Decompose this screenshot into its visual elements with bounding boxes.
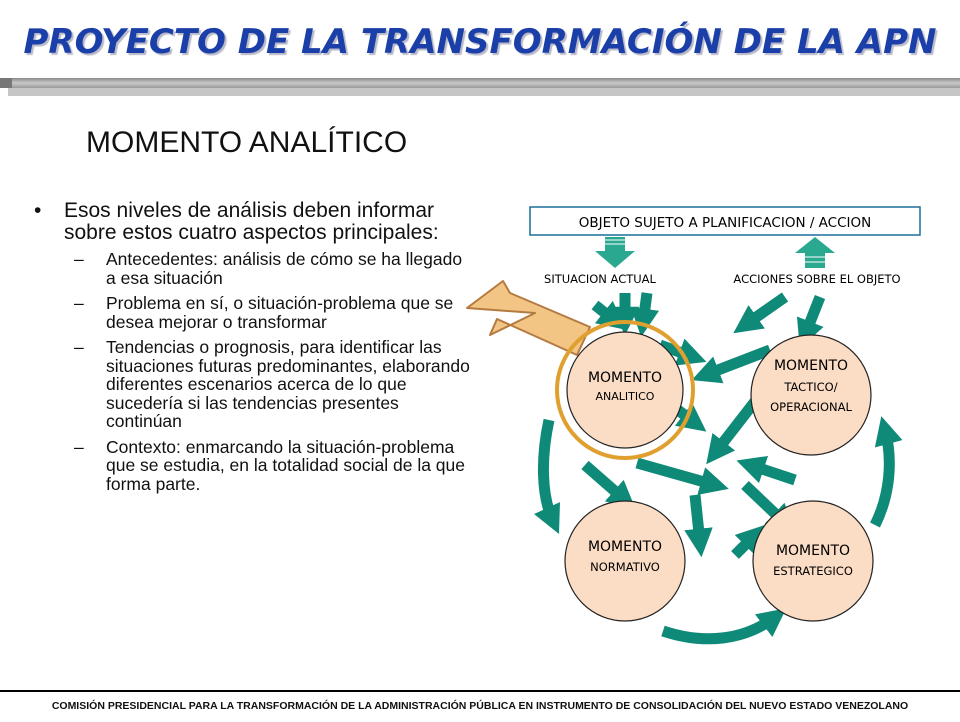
dash-marker: – — [74, 249, 84, 269]
down-arrow-icon — [595, 237, 635, 268]
text-content — [30, 200, 470, 500]
svg-text:MOMENTO: MOMENTO — [775, 543, 851, 559]
acciones-label: ACCIONES SOBRE EL OBJETO — [733, 272, 901, 286]
svg-text:MOMENTO: MOMENTO — [587, 539, 663, 555]
dash-marker: – — [74, 293, 84, 313]
list-item: – Contexto: enmarcando la situación-problema que se estudia, en la totalidad social de la que forma parte. — [74, 436, 466, 494]
sub-list — [30, 250, 470, 493]
situacion-actual-label: SITUACION ACTUAL — [544, 272, 656, 286]
section-heading: MOMENTO ANALÍTICO — [86, 126, 408, 159]
callout-arrow-icon — [467, 281, 590, 355]
svg-text:ESTRATEGICO: ESTRATEGICO — [773, 564, 853, 578]
footer: COMISIÓN PRESIDENCIAL PARA LA TRANSFORMACIÓN DE LA ADMINISTRACIÓN PÚBLICA EN INSTRUMENTO DE CONSOLIDACIÓN DEL NUEVO ESTADO VENEZOLANO — [0, 690, 960, 722]
svg-text:OPERACIONAL: OPERACIONAL — [770, 400, 852, 414]
main-bullet — [30, 200, 470, 244]
svg-text:NORMATIVO: NORMATIVO — [590, 560, 660, 574]
momento-estrategico-node — [753, 501, 873, 621]
up-arrow-icon — [795, 237, 835, 268]
object-box-label: OBJETO SUJETO A PLANIFICACION / ACCION — [578, 215, 872, 231]
slide-title: PROYECTO DE LA TRANSFORMACIÓN DE LA APN — [23, 22, 937, 62]
main-bullet-text: Esos niveles de análisis deben informar sobre estos cuatro aspectos principales: — [64, 199, 439, 244]
header-rule — [0, 74, 960, 100]
dash-marker: – — [74, 337, 84, 357]
svg-text:ANALITICO: ANALITICO — [595, 390, 655, 403]
svg-text:MOMENTO: MOMENTO — [587, 370, 663, 386]
list-item: – Tendencias o prognosis, para identificar las situaciones futuras predominantes, elaborando diferentes escenarios acerca de lo que sucedería si las tendencias presentes continúan — [74, 337, 470, 431]
svg-text:TACTICO/: TACTICO/ — [784, 380, 838, 394]
bullet-marker: • — [34, 199, 42, 222]
dash-marker: – — [74, 436, 84, 457]
svg-text:MOMENTO: MOMENTO — [773, 358, 849, 374]
momento-tactico-node — [751, 335, 871, 455]
list-item: – Antecedentes: análisis de cómo se ha llegado a esa situación — [74, 249, 463, 288]
momento-normativo-node — [565, 501, 685, 621]
momento-analitico-node — [557, 322, 693, 458]
planning-cycle-diagram — [445, 195, 950, 655]
list-item: – Problema en sí, o situación-problema que se desea mejorar o transformar — [74, 293, 454, 332]
